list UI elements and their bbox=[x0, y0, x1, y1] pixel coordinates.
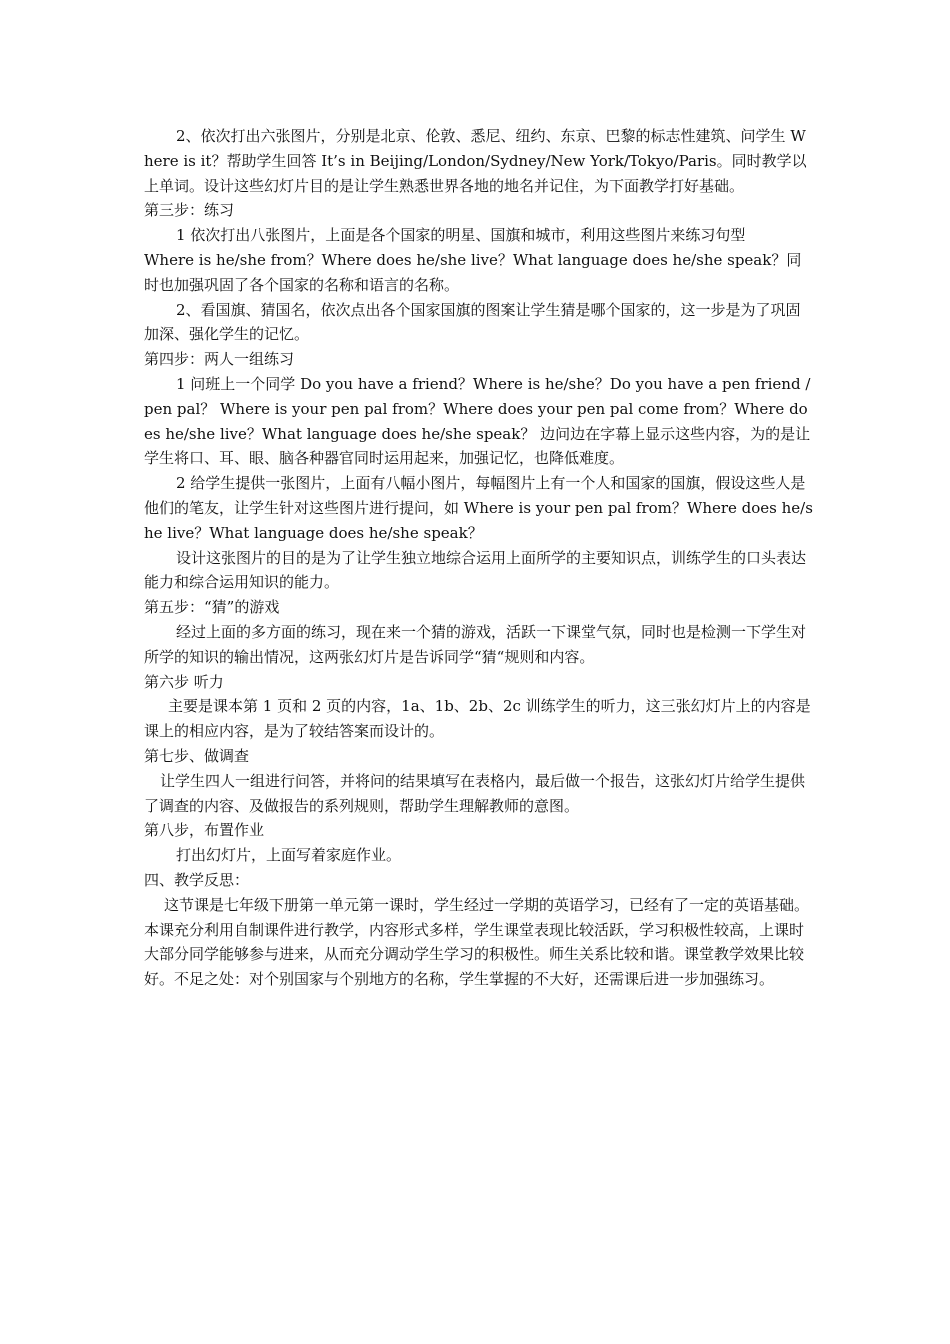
paragraph-step7: 让学生四人一组进行问答，并将问的结果填写在表格内，最后做一个报告，这张幻灯片给学生提供了调查的内容、及做报告的系列规则，帮助学生理解教师的意图。 bbox=[144, 771, 806, 815]
paragraph-step6: 主要是课本第 1 页和 2 页的内容，1a、1b、2b、2c 训练学生的听力，这三张幻灯片上的内容是课上的相应内容，是为了较结答案而设计的。 bbox=[144, 697, 811, 741]
paragraph-step3-item1: 1 依次打出八张图片，上面是各个国家的明星、国旗和城市，利用这些图片来练习句型 bbox=[176, 226, 746, 245]
paragraph-step5: 经过上面的多方面的练习，现在来一个猜的游戏，活跃一下课堂气氛，同时也是检测一下学生对所学的知识的输出情况，这两张幻灯片是告诉同学“猜“规则和内容。 bbox=[144, 622, 807, 666]
paragraph-step4-purpose: 设计这张图片的目的是为了让学生独立地综合运用上面所学的主要知识点，训练学生的口头表达能力和综合运用知识的能力。 bbox=[144, 548, 807, 592]
heading-reflection: 四、教学反思： bbox=[144, 870, 250, 889]
paragraph-step4-item1: 1 问班上一个同学 Do you have a friend？Where is he/she？Do you have a pen friend /pen pal？ Where is your pen pal from？Where does your pen pal come from？Where does he/she live？What language does he/she speak？ 边问边在字幕上显示这些内容，为的是让学生将口、耳、眼、脑各种器官同时运用起来，加强记忆，也降低难度。 bbox=[144, 374, 811, 468]
paragraph-step2-item2: 2、依次打出六张图片，分别是北京、伦敦、悉尼、纽约、东京、巴黎的标志性建筑、问学生 Where is it？帮助学生回答 It’s in Beijing/London/Sydney/New York/Tokyo/Paris。同时教学以上单词。设计这些幻灯片目的是让学生熟悉世界各地的地名并记住，为下面教学打好基础。 bbox=[144, 127, 807, 195]
paragraph-step4-item2: 2 给学生提供一张图片，上面有八幅小图片，每幅图片上有一个人和国家的国旗，假设这些人是他们的笔友，让学生针对这些图片进行提问，如 Where is your pen pal from？Where does he/she live？What language does he/she speak？ bbox=[144, 474, 813, 542]
paragraph-step3-item2: 2、看国旗、猜国名，依次点出各个国家国旗的图案让学生猜是哪个国家的，这一步是为了巩固加深、强化学生的记忆。 bbox=[144, 300, 801, 344]
paragraph-step3-sentences: Where is he/she from？Where does he/she live？What language does he/she speak？同时也加强巩固了各个国家的名称和语言的名称。 bbox=[144, 250, 802, 294]
paragraph-reflection: 这节课是七年级下册第一单元第一课时，学生经过一学期的英语学习，已经有了一定的英语基础。本课充分利用自制课件进行教学，内容形式多样，学生课堂表现比较活跃，学习积极性较高，上课时大部分同学能够参与进来，从而充分调动学生学习的积极性。师生关系比较和谐。课堂教学效果比较好。不足之处：对个别国家与个别地方的名称，学生掌握的不大好，还需课后进一步加强练习。 bbox=[144, 895, 810, 989]
heading-step7: 第七步、做调查 bbox=[144, 746, 250, 765]
paragraph-step8: 打出幻灯片，上面写着家庭作业。 bbox=[176, 846, 402, 865]
document-body bbox=[144, 124, 814, 992]
heading-step6: 第六步 听力 bbox=[144, 672, 224, 691]
heading-step8: 第八步，布置作业 bbox=[144, 821, 265, 840]
heading-step4: 第四步：两人一组练习 bbox=[144, 350, 295, 369]
heading-step5: 第五步：“猜”的游戏 bbox=[144, 598, 280, 617]
heading-step3: 第三步：练习 bbox=[144, 201, 235, 220]
